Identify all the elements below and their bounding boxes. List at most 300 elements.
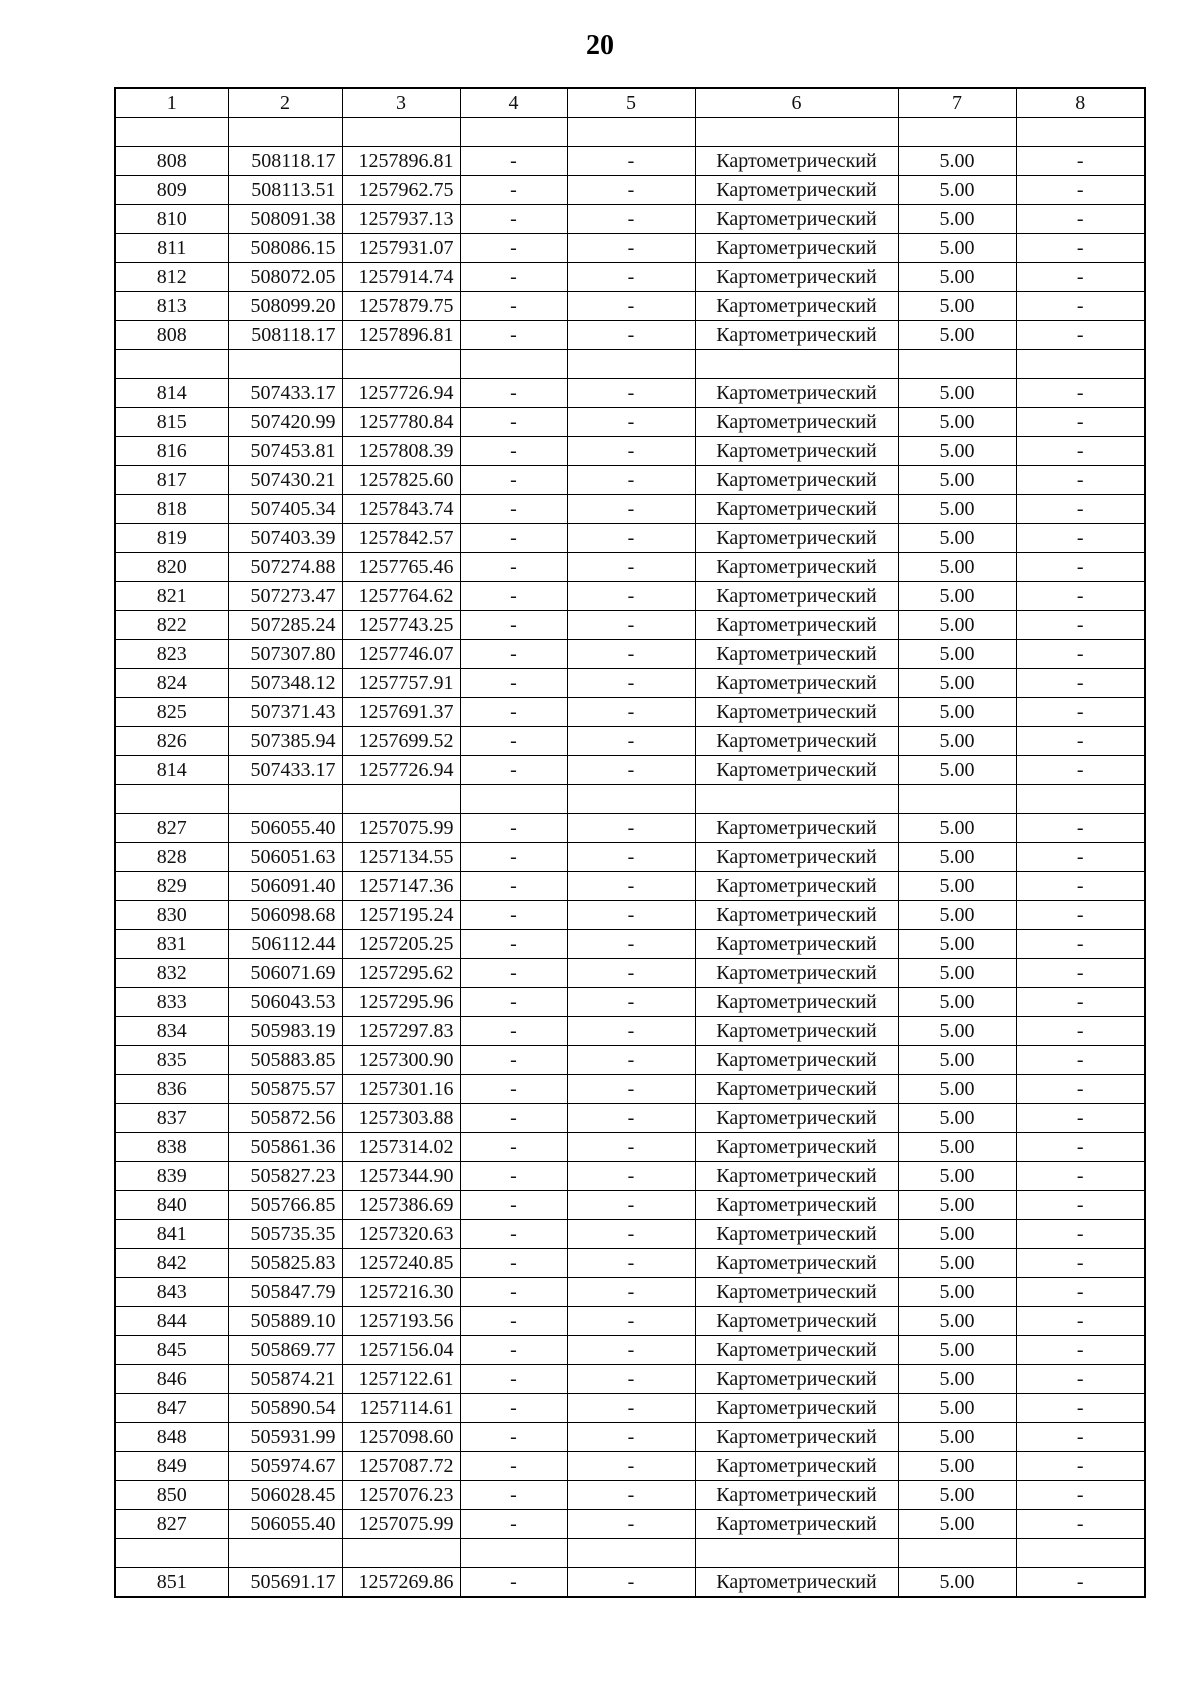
point-number-cell: 809 [115, 176, 228, 205]
accuracy-cell: 5.00 [898, 1104, 1016, 1133]
table-separator-row [115, 785, 1145, 814]
column-8-cell: - [1016, 901, 1145, 930]
y-coordinate-cell: 1257765.46 [342, 553, 460, 582]
y-coordinate-cell: 1257962.75 [342, 176, 460, 205]
y-coordinate-cell: 1257295.62 [342, 959, 460, 988]
point-number-cell: 828 [115, 843, 228, 872]
column-4-cell: - [460, 1191, 567, 1220]
x-coordinate-cell: 506055.40 [228, 1510, 342, 1539]
column-8-cell: - [1016, 495, 1145, 524]
y-coordinate-cell: 1257147.36 [342, 872, 460, 901]
y-coordinate-cell [342, 785, 460, 814]
accuracy-cell: 5.00 [898, 930, 1016, 959]
method-cell: Картометрический [695, 292, 898, 321]
column-5-cell: - [567, 1104, 695, 1133]
table-row [115, 321, 1145, 350]
method-cell: Картометрический [695, 814, 898, 843]
point-number-cell: 836 [115, 1075, 228, 1104]
point-number-cell: 827 [115, 1510, 228, 1539]
column-8-cell [1016, 118, 1145, 147]
column-8-cell: - [1016, 1394, 1145, 1423]
column-4-cell [460, 1539, 567, 1568]
method-cell: Картометрический [695, 263, 898, 292]
accuracy-cell: 5.00 [898, 1046, 1016, 1075]
point-number-cell: 823 [115, 640, 228, 669]
point-number-cell: 837 [115, 1104, 228, 1133]
accuracy-cell: 5.00 [898, 1220, 1016, 1249]
method-cell: Картометрический [695, 205, 898, 234]
y-coordinate-cell: 1257297.83 [342, 1017, 460, 1046]
method-cell: Картометрический [695, 234, 898, 263]
column-8-cell: - [1016, 466, 1145, 495]
column-5-cell: - [567, 698, 695, 727]
table-row [115, 843, 1145, 872]
accuracy-cell: 5.00 [898, 1249, 1016, 1278]
column-5-cell: - [567, 437, 695, 466]
point-number-cell: 844 [115, 1307, 228, 1336]
column-4-cell: - [460, 814, 567, 843]
y-coordinate-cell: 1257098.60 [342, 1423, 460, 1452]
column-5-cell: - [567, 205, 695, 234]
accuracy-cell: 5.00 [898, 321, 1016, 350]
column-4-cell: - [460, 1336, 567, 1365]
column-8-cell: - [1016, 1568, 1145, 1598]
column-8-cell: - [1016, 640, 1145, 669]
y-coordinate-cell: 1257699.52 [342, 727, 460, 756]
table-row [115, 1423, 1145, 1452]
table-row [115, 988, 1145, 1017]
y-coordinate-cell: 1257193.56 [342, 1307, 460, 1336]
table-separator-row [115, 1539, 1145, 1568]
x-coordinate-cell: 506112.44 [228, 930, 342, 959]
column-4-cell: - [460, 1481, 567, 1510]
column-4-cell: - [460, 321, 567, 350]
table-row [115, 756, 1145, 785]
column-5-cell: - [567, 234, 695, 263]
accuracy-cell: 5.00 [898, 959, 1016, 988]
table-row [115, 1104, 1145, 1133]
table-row [115, 872, 1145, 901]
column-4-cell: - [460, 872, 567, 901]
x-coordinate-cell: 505931.99 [228, 1423, 342, 1452]
accuracy-cell: 5.00 [898, 524, 1016, 553]
point-number-cell: 814 [115, 756, 228, 785]
column-4-cell: - [460, 582, 567, 611]
table-row [115, 1365, 1145, 1394]
y-coordinate-cell: 1257726.94 [342, 379, 460, 408]
method-cell: Картометрический [695, 1017, 898, 1046]
point-number-cell [115, 785, 228, 814]
accuracy-cell: 5.00 [898, 640, 1016, 669]
point-number-cell: 846 [115, 1365, 228, 1394]
accuracy-cell: 5.00 [898, 843, 1016, 872]
y-coordinate-cell: 1257295.96 [342, 988, 460, 1017]
method-cell: Картометрический [695, 1162, 898, 1191]
y-coordinate-cell: 1257842.57 [342, 524, 460, 553]
table-separator-row [115, 350, 1145, 379]
column-5-cell: - [567, 669, 695, 698]
column-8-cell: - [1016, 379, 1145, 408]
table-row [115, 669, 1145, 698]
point-number-cell: 831 [115, 930, 228, 959]
table-row [115, 1249, 1145, 1278]
method-cell: Картометрический [695, 1452, 898, 1481]
y-coordinate-cell: 1257205.25 [342, 930, 460, 959]
column-5-cell: - [567, 1394, 695, 1423]
y-coordinate-cell: 1257746.07 [342, 640, 460, 669]
column-8-cell: - [1016, 1336, 1145, 1365]
coordinates-table [114, 87, 1146, 1598]
column-8-cell: - [1016, 321, 1145, 350]
y-coordinate-cell: 1257879.75 [342, 292, 460, 321]
column-8-cell: - [1016, 205, 1145, 234]
column-5-cell: - [567, 292, 695, 321]
accuracy-cell: 5.00 [898, 379, 1016, 408]
accuracy-cell: 5.00 [898, 1307, 1016, 1336]
table-row [115, 524, 1145, 553]
y-coordinate-cell: 1257843.74 [342, 495, 460, 524]
y-coordinate-cell: 1257122.61 [342, 1365, 460, 1394]
point-number-cell [115, 350, 228, 379]
point-number-cell: 821 [115, 582, 228, 611]
method-cell: Картометрический [695, 1046, 898, 1075]
accuracy-cell: 5.00 [898, 205, 1016, 234]
column-4-cell [460, 350, 567, 379]
accuracy-cell: 5.00 [898, 408, 1016, 437]
column-4-cell: - [460, 611, 567, 640]
x-coordinate-cell: 508118.17 [228, 321, 342, 350]
table-row [115, 263, 1145, 292]
method-cell [695, 785, 898, 814]
point-number-cell: 829 [115, 872, 228, 901]
table-row [115, 408, 1145, 437]
column-5-cell: - [567, 1307, 695, 1336]
table-row [115, 1481, 1145, 1510]
point-number-cell: 816 [115, 437, 228, 466]
accuracy-cell [898, 1539, 1016, 1568]
column-5-cell: - [567, 727, 695, 756]
method-cell: Картометрический [695, 524, 898, 553]
accuracy-cell: 5.00 [898, 466, 1016, 495]
column-4-cell: - [460, 930, 567, 959]
column-5-cell: - [567, 959, 695, 988]
column-5-cell: - [567, 379, 695, 408]
accuracy-cell: 5.00 [898, 1162, 1016, 1191]
x-coordinate-cell: 507348.12 [228, 669, 342, 698]
table-header-row [115, 88, 1145, 118]
point-number-cell: 811 [115, 234, 228, 263]
table-row [115, 466, 1145, 495]
column-8-cell: - [1016, 1481, 1145, 1510]
column-8-cell: - [1016, 1133, 1145, 1162]
y-coordinate-cell: 1257076.23 [342, 1481, 460, 1510]
table-row [115, 379, 1145, 408]
point-number-cell: 826 [115, 727, 228, 756]
column-4-cell: - [460, 437, 567, 466]
column-4-cell: - [460, 1510, 567, 1539]
x-coordinate-cell: 505861.36 [228, 1133, 342, 1162]
x-coordinate-cell: 505872.56 [228, 1104, 342, 1133]
column-header: 2 [228, 88, 342, 118]
point-number-cell: 808 [115, 321, 228, 350]
table-row [115, 1510, 1145, 1539]
point-number-cell: 838 [115, 1133, 228, 1162]
y-coordinate-cell: 1257134.55 [342, 843, 460, 872]
accuracy-cell: 5.00 [898, 988, 1016, 1017]
method-cell: Картометрический [695, 1423, 898, 1452]
table-row [115, 611, 1145, 640]
accuracy-cell: 5.00 [898, 234, 1016, 263]
x-coordinate-cell: 507420.99 [228, 408, 342, 437]
point-number-cell: 819 [115, 524, 228, 553]
accuracy-cell: 5.00 [898, 1278, 1016, 1307]
column-8-cell: - [1016, 988, 1145, 1017]
accuracy-cell: 5.00 [898, 1481, 1016, 1510]
accuracy-cell: 5.00 [898, 263, 1016, 292]
column-8-cell: - [1016, 1365, 1145, 1394]
column-8-cell: - [1016, 234, 1145, 263]
x-coordinate-cell: 505735.35 [228, 1220, 342, 1249]
column-4-cell: - [460, 1568, 567, 1598]
column-header: 4 [460, 88, 567, 118]
column-8-cell: - [1016, 930, 1145, 959]
y-coordinate-cell: 1257386.69 [342, 1191, 460, 1220]
method-cell: Картометрический [695, 872, 898, 901]
accuracy-cell: 5.00 [898, 1017, 1016, 1046]
x-coordinate-cell: 507274.88 [228, 553, 342, 582]
column-4-cell [460, 785, 567, 814]
method-cell: Картометрический [695, 408, 898, 437]
point-number-cell: 810 [115, 205, 228, 234]
column-4-cell: - [460, 1162, 567, 1191]
column-5-cell: - [567, 756, 695, 785]
column-8-cell: - [1016, 582, 1145, 611]
x-coordinate-cell: 507405.34 [228, 495, 342, 524]
x-coordinate-cell [228, 350, 342, 379]
point-number-cell: 824 [115, 669, 228, 698]
column-header: 6 [695, 88, 898, 118]
column-4-cell: - [460, 1220, 567, 1249]
x-coordinate-cell: 505889.10 [228, 1307, 342, 1336]
column-4-cell: - [460, 379, 567, 408]
point-number-cell: 848 [115, 1423, 228, 1452]
column-5-cell: - [567, 582, 695, 611]
point-number-cell: 813 [115, 292, 228, 321]
y-coordinate-cell: 1257780.84 [342, 408, 460, 437]
method-cell: Картометрический [695, 843, 898, 872]
column-5-cell: - [567, 814, 695, 843]
table-row [115, 930, 1145, 959]
method-cell: Картометрический [695, 321, 898, 350]
point-number-cell: 830 [115, 901, 228, 930]
accuracy-cell: 5.00 [898, 495, 1016, 524]
point-number-cell: 842 [115, 1249, 228, 1278]
accuracy-cell: 5.00 [898, 437, 1016, 466]
column-4-cell: - [460, 524, 567, 553]
accuracy-cell: 5.00 [898, 611, 1016, 640]
column-5-cell: - [567, 553, 695, 582]
column-5-cell: - [567, 524, 695, 553]
y-coordinate-cell: 1257757.91 [342, 669, 460, 698]
column-4-cell: - [460, 292, 567, 321]
column-4-cell: - [460, 147, 567, 176]
method-cell: Картометрический [695, 582, 898, 611]
accuracy-cell: 5.00 [898, 1133, 1016, 1162]
method-cell: Картометрический [695, 379, 898, 408]
column-8-cell: - [1016, 1191, 1145, 1220]
column-8-cell [1016, 350, 1145, 379]
x-coordinate-cell: 507430.21 [228, 466, 342, 495]
x-coordinate-cell: 506098.68 [228, 901, 342, 930]
column-8-cell [1016, 1539, 1145, 1568]
method-cell: Картометрический [695, 930, 898, 959]
table-row [115, 1220, 1145, 1249]
column-8-cell: - [1016, 1046, 1145, 1075]
column-8-cell: - [1016, 1249, 1145, 1278]
column-5-cell: - [567, 901, 695, 930]
accuracy-cell: 5.00 [898, 901, 1016, 930]
table-row [115, 1307, 1145, 1336]
column-4-cell: - [460, 1394, 567, 1423]
column-5-cell: - [567, 1510, 695, 1539]
table-row [115, 1133, 1145, 1162]
y-coordinate-cell [342, 1539, 460, 1568]
column-8-cell: - [1016, 524, 1145, 553]
column-5-cell: - [567, 1162, 695, 1191]
column-8-cell: - [1016, 1162, 1145, 1191]
column-5-cell [567, 1539, 695, 1568]
column-4-cell: - [460, 1307, 567, 1336]
column-4-cell: - [460, 727, 567, 756]
column-8-cell: - [1016, 1278, 1145, 1307]
column-5-cell: - [567, 1133, 695, 1162]
accuracy-cell: 5.00 [898, 1394, 1016, 1423]
x-coordinate-cell: 508118.17 [228, 147, 342, 176]
column-8-cell: - [1016, 669, 1145, 698]
table-row [115, 1046, 1145, 1075]
x-coordinate-cell [228, 785, 342, 814]
point-number-cell: 832 [115, 959, 228, 988]
column-header: 1 [115, 88, 228, 118]
column-5-cell [567, 785, 695, 814]
method-cell: Картометрический [695, 901, 898, 930]
point-number-cell: 841 [115, 1220, 228, 1249]
column-4-cell: - [460, 495, 567, 524]
column-header: 8 [1016, 88, 1145, 118]
column-8-cell: - [1016, 147, 1145, 176]
column-4-cell: - [460, 756, 567, 785]
y-coordinate-cell: 1257300.90 [342, 1046, 460, 1075]
column-5-cell: - [567, 1075, 695, 1104]
column-5-cell: - [567, 1191, 695, 1220]
column-4-cell: - [460, 1133, 567, 1162]
table-row [115, 1336, 1145, 1365]
column-8-cell: - [1016, 176, 1145, 205]
method-cell: Картометрический [695, 1365, 898, 1394]
point-number-cell: 835 [115, 1046, 228, 1075]
column-4-cell: - [460, 1423, 567, 1452]
column-5-cell: - [567, 988, 695, 1017]
column-4-cell: - [460, 1452, 567, 1481]
y-coordinate-cell: 1257896.81 [342, 321, 460, 350]
column-5-cell: - [567, 147, 695, 176]
y-coordinate-cell: 1257314.02 [342, 1133, 460, 1162]
accuracy-cell: 5.00 [898, 1452, 1016, 1481]
point-number-cell: 850 [115, 1481, 228, 1510]
method-cell: Картометрический [695, 1133, 898, 1162]
column-header: 3 [342, 88, 460, 118]
column-4-cell: - [460, 1046, 567, 1075]
column-5-cell: - [567, 408, 695, 437]
table-row [115, 901, 1145, 930]
x-coordinate-cell: 505974.67 [228, 1452, 342, 1481]
column-5-cell: - [567, 495, 695, 524]
y-coordinate-cell: 1257808.39 [342, 437, 460, 466]
y-coordinate-cell [342, 118, 460, 147]
table-row [115, 292, 1145, 321]
table-row [115, 1162, 1145, 1191]
x-coordinate-cell: 507433.17 [228, 756, 342, 785]
column-4-cell: - [460, 959, 567, 988]
column-4-cell: - [460, 640, 567, 669]
method-cell: Картометрический [695, 756, 898, 785]
x-coordinate-cell: 505983.19 [228, 1017, 342, 1046]
y-coordinate-cell: 1257075.99 [342, 1510, 460, 1539]
y-coordinate-cell: 1257937.13 [342, 205, 460, 234]
y-coordinate-cell: 1257344.90 [342, 1162, 460, 1191]
x-coordinate-cell: 507285.24 [228, 611, 342, 640]
column-4-cell: - [460, 669, 567, 698]
method-cell: Картометрический [695, 611, 898, 640]
column-5-cell: - [567, 843, 695, 872]
table-row [115, 1191, 1145, 1220]
method-cell: Картометрический [695, 1278, 898, 1307]
method-cell: Картометрический [695, 437, 898, 466]
x-coordinate-cell: 506028.45 [228, 1481, 342, 1510]
method-cell [695, 118, 898, 147]
method-cell [695, 350, 898, 379]
x-coordinate-cell: 506043.53 [228, 988, 342, 1017]
accuracy-cell: 5.00 [898, 1423, 1016, 1452]
accuracy-cell [898, 350, 1016, 379]
column-4-cell: - [460, 1278, 567, 1307]
method-cell: Картометрический [695, 553, 898, 582]
column-4-cell: - [460, 698, 567, 727]
column-8-cell: - [1016, 843, 1145, 872]
y-coordinate-cell: 1257195.24 [342, 901, 460, 930]
page-number: 20 [586, 30, 614, 61]
column-5-cell: - [567, 1452, 695, 1481]
x-coordinate-cell: 508113.51 [228, 176, 342, 205]
point-number-cell: 833 [115, 988, 228, 1017]
table-separator-row [115, 118, 1145, 147]
point-number-cell: 818 [115, 495, 228, 524]
column-8-cell: - [1016, 814, 1145, 843]
x-coordinate-cell: 505827.23 [228, 1162, 342, 1191]
column-4-cell: - [460, 901, 567, 930]
x-coordinate-cell: 508091.38 [228, 205, 342, 234]
table-row [115, 205, 1145, 234]
column-5-cell: - [567, 321, 695, 350]
x-coordinate-cell: 507371.43 [228, 698, 342, 727]
accuracy-cell: 5.00 [898, 669, 1016, 698]
point-number-cell [115, 1539, 228, 1568]
x-coordinate-cell: 506091.40 [228, 872, 342, 901]
column-5-cell: - [567, 640, 695, 669]
column-header: 7 [898, 88, 1016, 118]
x-coordinate-cell: 507453.81 [228, 437, 342, 466]
method-cell [695, 1539, 898, 1568]
